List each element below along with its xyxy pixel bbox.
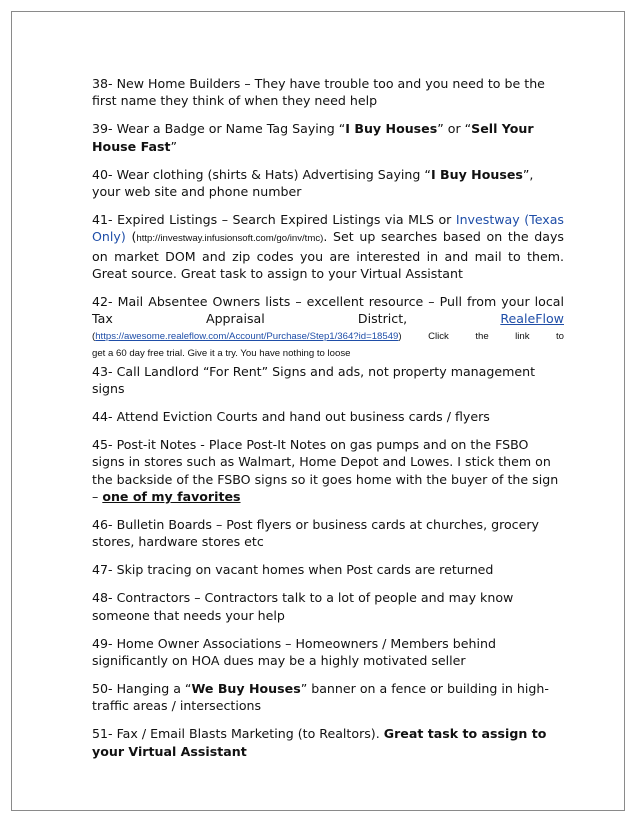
- list-item-42: 42- Mail Absentee Owners lists – excellent resource – Pull from your local Tax Appraisal District, RealeFlow (https://awesome.realeflow.com/Account/Purchase/Step1/364?id=18549) Click the link to get a 60 day free trial. Give it a try. You have nothing to loose: [92, 294, 564, 360]
- document-body: [92, 75, 564, 771]
- list-item-40: 40- Wear clothing (shirts & Hats) Advertising Saying “I Buy Houses”, your web site and phone number: [92, 166, 534, 200]
- list-item-50: 50- Hanging a “We Buy Houses” banner on a fence or building in high-traffic areas / intersections: [92, 680, 549, 714]
- list-item-43: 43- Call Landlord “For Rent” Signs and ads, not property management signs: [92, 363, 536, 397]
- realeflow-url[interactable]: https://awesome.realeflow.com/Account/Purchase/Step1/364?id=18549: [95, 330, 399, 342]
- list-item-48: 48- Contractors – Contractors talk to a lot of people and may know someone that needs your help: [92, 590, 514, 623]
- realeflow-link[interactable]: RealeFlow: [500, 311, 564, 327]
- list-item-38: 38- New Home Builders – They have trouble too and you need to be the first name they think of when they need help: [92, 76, 545, 109]
- investway-url[interactable]: http://investway.infusionsoft.com/go/inv/tmc): [136, 233, 324, 245]
- list-item-47: 47- Skip tracing on vacant homes when Post cards are returned: [92, 562, 494, 578]
- investway-link[interactable]: Investway: [455, 211, 520, 227]
- list-item-44: 44- Attend Eviction Courts and hand out business cards / flyers: [92, 409, 490, 424]
- list-item-46: 46- Bulletin Boards – Post flyers or business cards at churches, grocery stores, hardware stores etc: [92, 517, 539, 550]
- list-item-41: 41- Expired Listings – Search Expired Listings via MLS or Investway (Texas Only) (http://investway.infusionsoft.com/go/inv/tmc). Set up searches based on the days on market DOM and zip codes you are interested in and mail to them. Great source. Great task to assign to your Virtual Assistant: [92, 211, 564, 282]
- list-item-39: 39- Wear a Badge or Name Tag Saying “I Buy Houses” or “Sell Your House Fast”: [92, 121, 534, 154]
- list-item-49: 49- Home Owner Associations – Homeowners / Members behind significantly on HOA dues may be a highly motivated seller: [92, 635, 496, 668]
- list-item-51: 51- Fax / Email Blasts Marketing (to Realtors). Great task to assign to your Virtual Assistant: [92, 726, 547, 759]
- list-item-45: 45- Post-it Notes - Place Post-It Notes on gas pumps and on the FSBO signs in stores such as Walmart, Home Depot and Lowes. I stick them on the backside of the FSBO signs so it goes home with the buyer of the sign – one of my favorites: [92, 436, 559, 505]
- texas-only-link[interactable]: (Texas Only): [92, 211, 564, 245]
